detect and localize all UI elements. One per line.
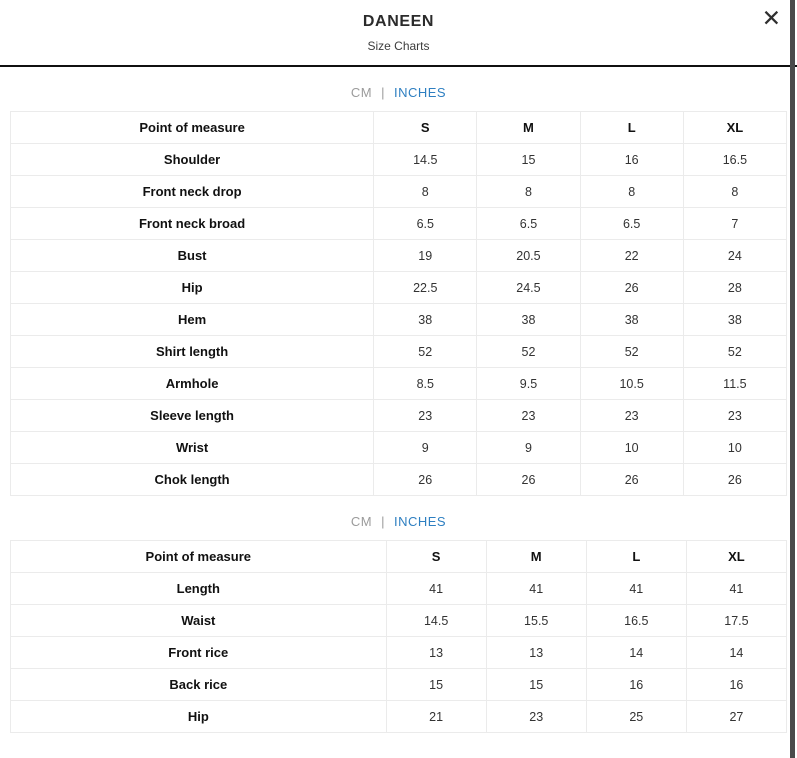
- column-header-size: L: [586, 541, 686, 573]
- measure-label: Hip: [11, 701, 387, 733]
- measure-label: Front rice: [11, 637, 387, 669]
- table-row: [11, 432, 787, 464]
- inches-toggle[interactable]: INCHES: [393, 85, 447, 100]
- size-chart-table-top: [10, 111, 787, 496]
- size-value: 16.5: [683, 144, 786, 176]
- column-header-measure: Point of measure: [11, 112, 374, 144]
- table-header-row: [11, 112, 787, 144]
- size-value: 19: [374, 240, 477, 272]
- table-row: [11, 400, 787, 432]
- size-value: 14.5: [386, 605, 486, 637]
- size-value: 22: [580, 240, 683, 272]
- size-value: 25: [586, 701, 686, 733]
- column-header-size: M: [486, 541, 586, 573]
- size-value: 16: [686, 669, 786, 701]
- size-value: 6.5: [580, 208, 683, 240]
- column-header-size: L: [580, 112, 683, 144]
- close-button[interactable]: [762, 5, 781, 33]
- size-value: 41: [586, 573, 686, 605]
- size-value: 14: [586, 637, 686, 669]
- size-value: 41: [686, 573, 786, 605]
- cm-toggle[interactable]: CM: [350, 514, 373, 529]
- size-value: 23: [374, 400, 477, 432]
- size-value: 6.5: [374, 208, 477, 240]
- modal-subtitle: Size Charts: [367, 39, 430, 53]
- measure-label: Front neck broad: [11, 208, 374, 240]
- close-icon: ✕: [761, 5, 781, 31]
- column-header-measure: Point of measure: [11, 541, 387, 573]
- size-value: 8: [477, 176, 580, 208]
- table-row: [11, 701, 787, 733]
- size-value: 24.5: [477, 272, 580, 304]
- size-value: 41: [386, 573, 486, 605]
- size-value: 15: [477, 144, 580, 176]
- size-value: 38: [477, 304, 580, 336]
- size-value: 24: [683, 240, 786, 272]
- size-value: 52: [477, 336, 580, 368]
- unit-toggle: [10, 514, 787, 529]
- measure-label: Shirt length: [11, 336, 374, 368]
- modal-header: [0, 0, 797, 67]
- table-row: [11, 669, 787, 701]
- size-value: 16.5: [586, 605, 686, 637]
- size-value: 21: [386, 701, 486, 733]
- size-value: 26: [683, 464, 786, 496]
- column-header-size: M: [477, 112, 580, 144]
- size-value: 23: [580, 400, 683, 432]
- table-row: [11, 272, 787, 304]
- size-value: 38: [683, 304, 786, 336]
- unit-toggle: [10, 85, 787, 100]
- toggle-separator: |: [381, 85, 385, 100]
- size-value: 26: [477, 464, 580, 496]
- measure-label: Hem: [11, 304, 374, 336]
- measure-label: Length: [11, 573, 387, 605]
- size-value: 26: [580, 464, 683, 496]
- column-header-size: S: [374, 112, 477, 144]
- size-value: 7: [683, 208, 786, 240]
- size-value: 23: [486, 701, 586, 733]
- size-value: 9.5: [477, 368, 580, 400]
- size-value: 52: [580, 336, 683, 368]
- inches-toggle[interactable]: INCHES: [393, 514, 447, 529]
- size-value: 26: [374, 464, 477, 496]
- size-value: 27: [686, 701, 786, 733]
- table-row: [11, 464, 787, 496]
- scrollbar[interactable]: [790, 0, 795, 758]
- measure-label: Shoulder: [11, 144, 374, 176]
- product-title: DANEEN: [362, 13, 435, 30]
- size-value: 38: [374, 304, 477, 336]
- size-value: 14: [686, 637, 786, 669]
- measure-label: Hip: [11, 272, 374, 304]
- table-header-row: [11, 541, 787, 573]
- table-row: [11, 637, 787, 669]
- column-header-size: XL: [686, 541, 786, 573]
- size-value: 41: [486, 573, 586, 605]
- measure-label: Front neck drop: [11, 176, 374, 208]
- table-row: [11, 144, 787, 176]
- table-row: [11, 368, 787, 400]
- size-value: 8.5: [374, 368, 477, 400]
- size-value: 8: [683, 176, 786, 208]
- size-value: 23: [683, 400, 786, 432]
- size-value: 52: [683, 336, 786, 368]
- table-row: [11, 605, 787, 637]
- measure-label: Sleeve length: [11, 400, 374, 432]
- table-row: [11, 573, 787, 605]
- size-value: 6.5: [477, 208, 580, 240]
- size-value: 23: [477, 400, 580, 432]
- size-value: 8: [580, 176, 683, 208]
- size-value: 9: [374, 432, 477, 464]
- size-value: 9: [477, 432, 580, 464]
- table-row: [11, 176, 787, 208]
- size-value: 15: [386, 669, 486, 701]
- size-value: 15.5: [486, 605, 586, 637]
- modal-content: [0, 85, 797, 733]
- size-value: 13: [386, 637, 486, 669]
- size-value: 14.5: [374, 144, 477, 176]
- size-value: 10.5: [580, 368, 683, 400]
- size-value: 38: [580, 304, 683, 336]
- table-row: [11, 304, 787, 336]
- size-value: 15: [486, 669, 586, 701]
- measure-label: Waist: [11, 605, 387, 637]
- size-value: 10: [580, 432, 683, 464]
- measure-label: Back rice: [11, 669, 387, 701]
- size-value: 8: [374, 176, 477, 208]
- size-value: 22.5: [374, 272, 477, 304]
- size-value: 17.5: [686, 605, 786, 637]
- table-row: [11, 240, 787, 272]
- size-chart-table-bottom: [10, 540, 787, 733]
- size-value: 52: [374, 336, 477, 368]
- table-row: [11, 208, 787, 240]
- measure-label: Wrist: [11, 432, 374, 464]
- size-value: 28: [683, 272, 786, 304]
- table-row: [11, 336, 787, 368]
- size-value: 11.5: [683, 368, 786, 400]
- size-value: 16: [580, 144, 683, 176]
- size-value: 16: [586, 669, 686, 701]
- column-header-size: XL: [683, 112, 786, 144]
- size-value: 13: [486, 637, 586, 669]
- toggle-separator: |: [381, 514, 385, 529]
- size-value: 20.5: [477, 240, 580, 272]
- measure-label: Chok length: [11, 464, 374, 496]
- measure-label: Armhole: [11, 368, 374, 400]
- measure-label: Bust: [11, 240, 374, 272]
- size-value: 26: [580, 272, 683, 304]
- size-value: 10: [683, 432, 786, 464]
- column-header-size: S: [386, 541, 486, 573]
- cm-toggle[interactable]: CM: [350, 85, 373, 100]
